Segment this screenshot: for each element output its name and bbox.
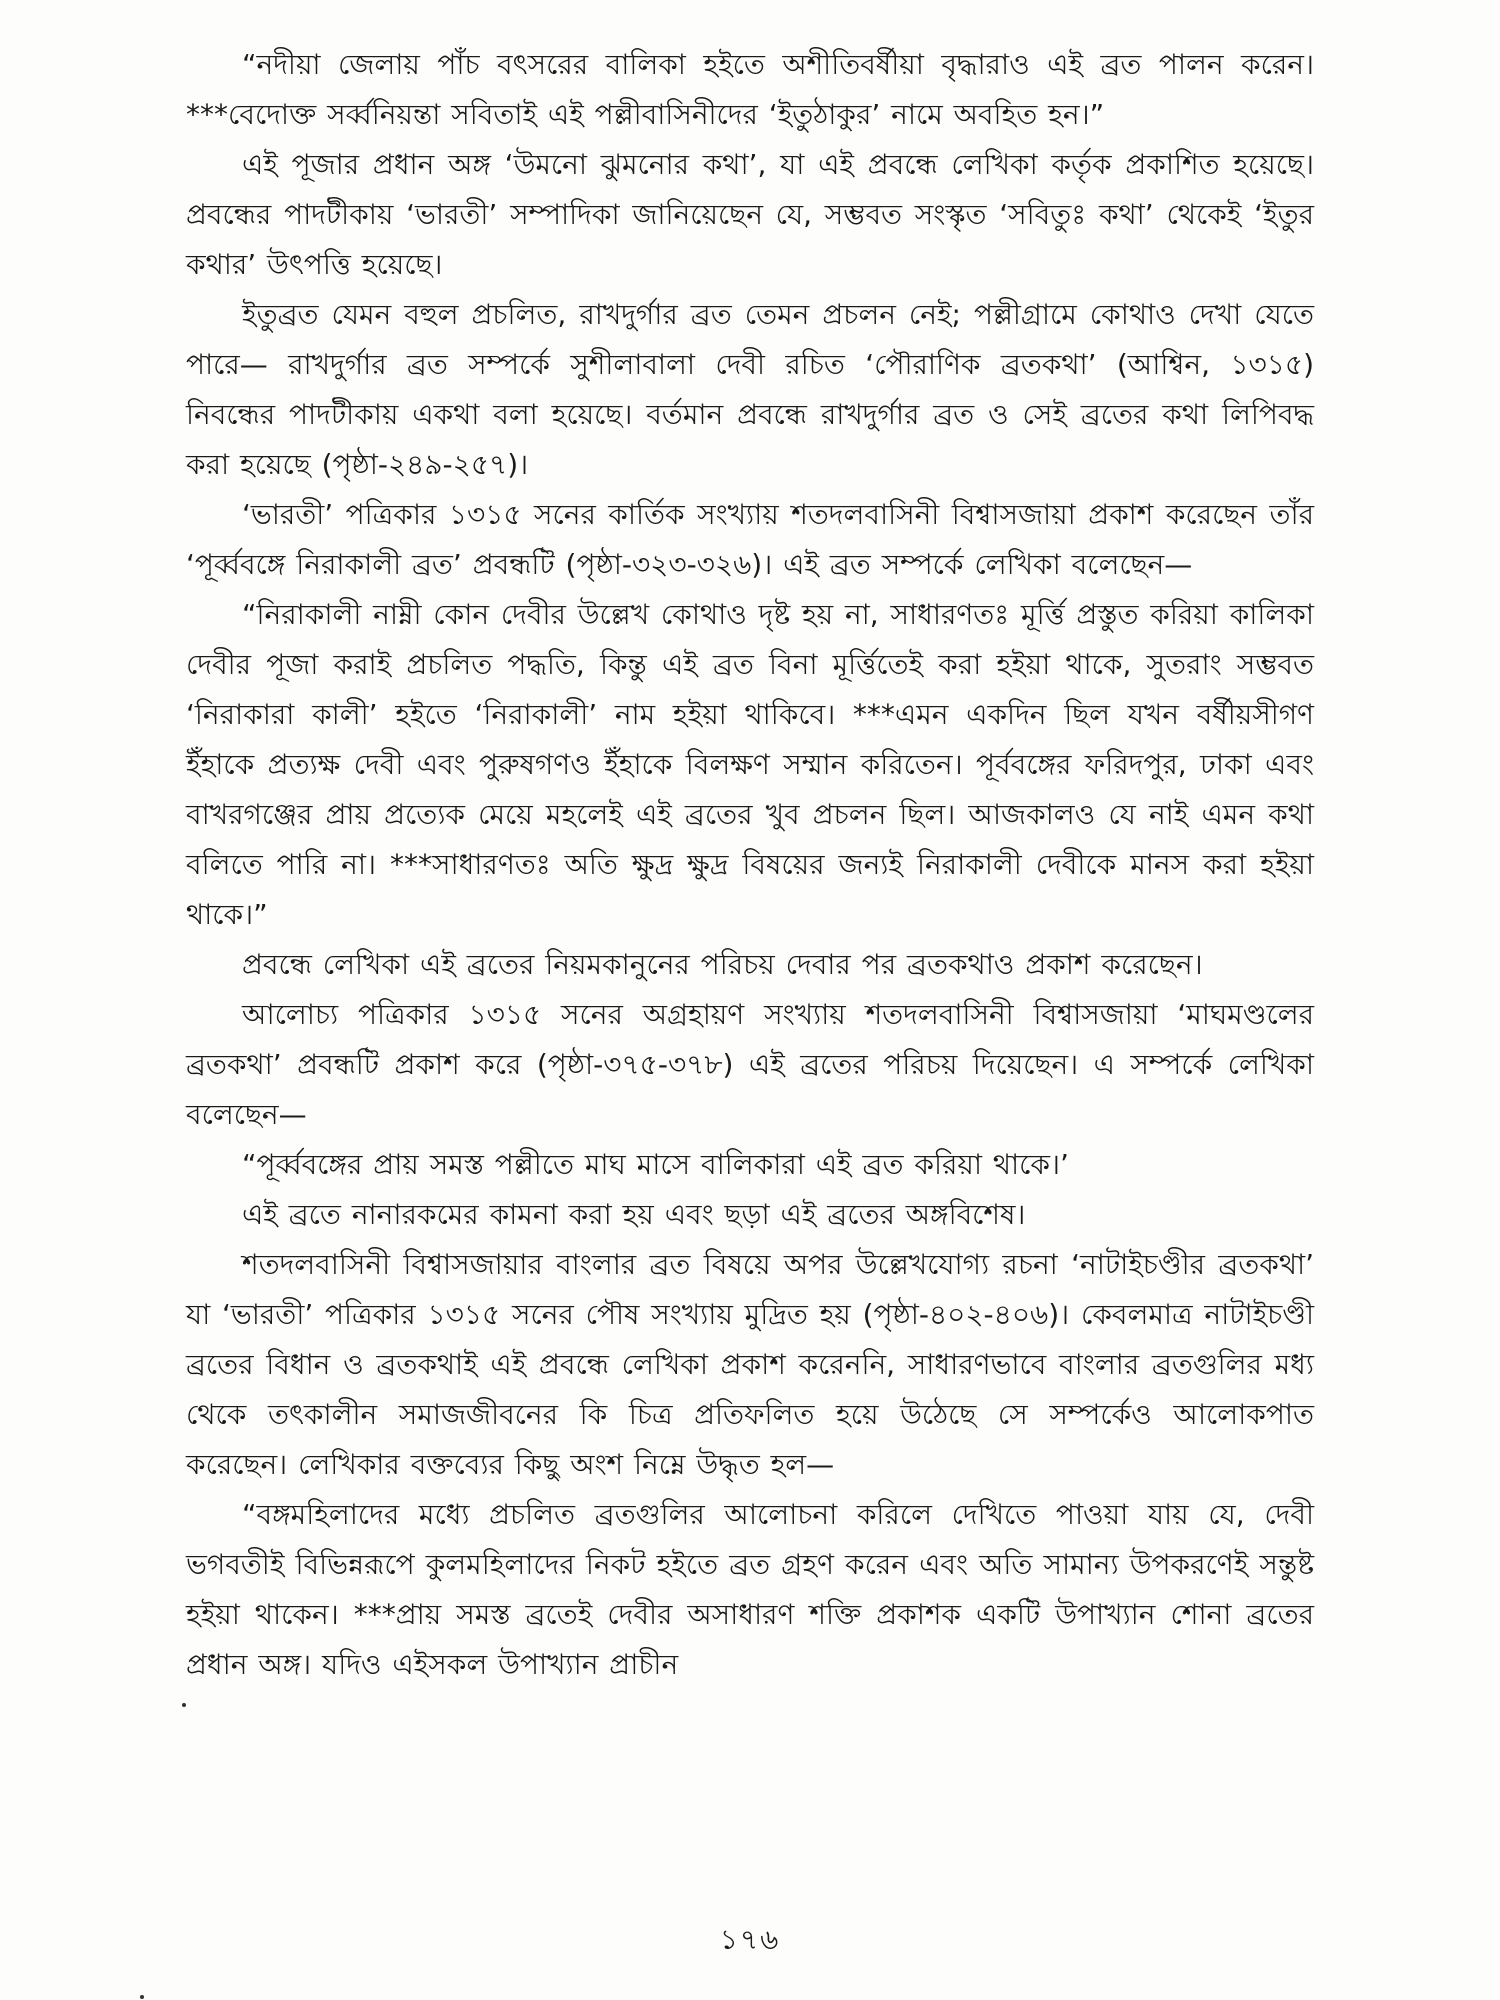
quote-paragraph-11: “বঙ্গমহিলাদের মধ্যে প্রচলিত ব্রতগুলির আলোচনা করিলে দেখিতে পাওয়া যায় যে, দেবী ভগবতীই বিভিন্নরূপে কুলমহিলাদের নিকট হইতে ব্রত গ্রহণ করেন এবং অতি সামান্য উপকরণেই সন্তুষ্ট হইয়া থাকেন। ***প্রায় সমস্ত ব্রতেই দেবীর অসাধারণ শক্তি প্রকাশক একটি উপাখ্যান শোনা ব্রতের প্রধান অঙ্গ। যদিও এইসকল উপাখ্যান প্রাচীন xyxy=(186,1498,1314,1681)
paragraph-10: শতদলবাসিনী বিশ্বাসজায়ার বাংলার ব্রত বিষয়ে অপর উল্লেখযোগ্য রচনা ‘নাটাইচণ্ডীর ব্রতকথা’ যা ‘ভারতী’ পত্রিকার ১৩১৫ সনের পৌষ সংখ্যায় মুদ্রিত হয় (পৃষ্ঠা-৪০২-৪০৬)। কেবলমাত্র নাটাইচণ্ডী ব্রতের বিধান ও ব্রতকথাই এই প্রবন্ধে লেখিকা প্রকাশ করেননি, সাধারণভাবে বাংলার ব্রতগুলির মধ্য থেকে তৎকালীন সমাজজীবনের কি চিত্র প্রতিফলিত হয়ে উঠেছে সে সম্পর্কেও আলোকপাত করেছেন। লেখিকার বক্তব্যের কিছু অংশ নিম্নে উদ্ধৃত হল— xyxy=(186,1248,1314,1481)
body-text xyxy=(186,40,1314,1690)
quote-paragraph-8: “পূর্ব্ববঙ্গের প্রায় সমস্ত পল্লীতে মাঘ মাসে বালিকারা এই ব্রত করিয়া থাকে।’ xyxy=(242,1148,1069,1181)
paragraph-9: এই ব্রতে নানারকমের কামনা করা হয় এবং ছড়া এই ব্রতের অঙ্গবিশেষ। xyxy=(242,1198,1026,1231)
page-number: ১৭৬ xyxy=(719,1923,781,1956)
quote-paragraph-5: “নিরাকালী নাম্নী কোন দেবীর উল্লেখ কোথাও দৃষ্ট হয় না, সাধারণতঃ মূর্ত্তি প্রস্তুত করিয়া কালিকা দেবীর পূজা করাই প্রচলিত পদ্ধতি, কিন্তু এই ব্রত বিনা মূর্ত্তিতেই করা হইয়া থাকে, সুতরাং সম্ভবত ‘নিরাকারা কালী’ হইতে ‘নিরাকালী’ নাম হইয়া থাকিবে। ***এমন একদিন ছিল যখন বর্ষীয়সীগণ ইঁহাকে প্রত্যক্ষ দেবী এবং পুরুষগণও ইঁহাকে বিলক্ষণ সম্মান করিতেন। পূর্ববঙ্গের ফরিদপুর, ঢাকা এবং বাখরগঞ্জের প্রায় প্রত্যেক মেয়ে মহলেই এই ব্রতের খুব প্রচলন ছিল। আজকালও যে নাই এমন কথা বলিতে পারি না। ***সাধারণতঃ অতি ক্ষুদ্র ক্ষুদ্র বিষয়ের জন্যই নিরাকালী দেবীকে মানস করা হইয়া থাকে।” xyxy=(186,598,1314,931)
paragraph-2: এই পূজার প্রধান অঙ্গ ‘উমনো ঝুমনোর কথা’, যা এই প্রবন্ধে লেখিকা কর্তৃক প্রকাশিত হয়েছে। প্রবন্ধের পাদটীকায় ‘ভারতী’ সম্পাদিকা জানিয়েছেন যে, সম্ভবত সংস্কৃত ‘সবিতুঃ কথা’ থেকেই ‘ইতুর কথার’ উৎপত্তি হয়েছে। xyxy=(186,148,1314,281)
paragraph-7: আলোচ্য পত্রিকার ১৩১৫ সনের অগ্রহায়ণ সংখ্যায় শতদলবাসিনী বিশ্বাসজায়া ‘মাঘমণ্ডলের ব্রতকথা’ প্রবন্ধটি প্রকাশ করে (পৃষ্ঠা-৩৭৫-৩৭৮) এই ব্রতের পরিচয় দিয়েছেন। এ সম্পর্কে লেখিকা বলেছেন— xyxy=(186,998,1314,1131)
paragraph-6: প্রবন্ধে লেখিকা এই ব্রতের নিয়মকানুনের পরিচয় দেবার পর ব্রতকথাও প্রকাশ করেছেন। xyxy=(242,948,1203,981)
paragraph-4: ‘ভারতী’ পত্রিকার ১৩১৫ সনের কার্তিক সংখ্যায় শতদলবাসিনী বিশ্বাসজায়া প্রকাশ করেছেন তাঁর ‘পূর্ব্ববঙ্গে নিরাকালী ব্রত’ প্রবন্ধটি (পৃষ্ঠা-৩২৩-৩২৬)। এই ব্রত সম্পর্কে লেখিকা বলেছেন— xyxy=(186,498,1314,581)
print-speck xyxy=(182,1703,186,1707)
print-speck xyxy=(140,1995,144,1999)
quote-paragraph-1: “নদীয়া জেলায় পাঁচ বৎসরের বালিকা হইতে অশীতিবর্ষীয়া বৃদ্ধারাও এই ব্রত পালন করেন। ***বেদোক্ত সর্ব্বনিয়ন্তা সবিতাই এই পল্লীবাসিনীদের ‘ইতুঠাকুর’ নামে অবহিত হন।” xyxy=(186,48,1314,131)
paragraph-3: ইতুব্রত যেমন বহুল প্রচলিত, রাখদুর্গার ব্রত তেমন প্রচলন নেই; পল্লীগ্রামে কোথাও দেখা যেতে পারে— রাখদুর্গার ব্রত সম্পর্কে সুশীলাবালা দেবী রচিত ‘পৌরাণিক ব্রতকথা’ (আশ্বিন, ১৩১৫) নিবন্ধের পাদটীকায় একথা বলা হয়েছে। বর্তমান প্রবন্ধে রাখদুর্গার ব্রত ও সেই ব্রতের কথা লিপিবদ্ধ করা হয়েছে (পৃষ্ঠা-২৪৯-২৫৭)। xyxy=(186,298,1314,481)
